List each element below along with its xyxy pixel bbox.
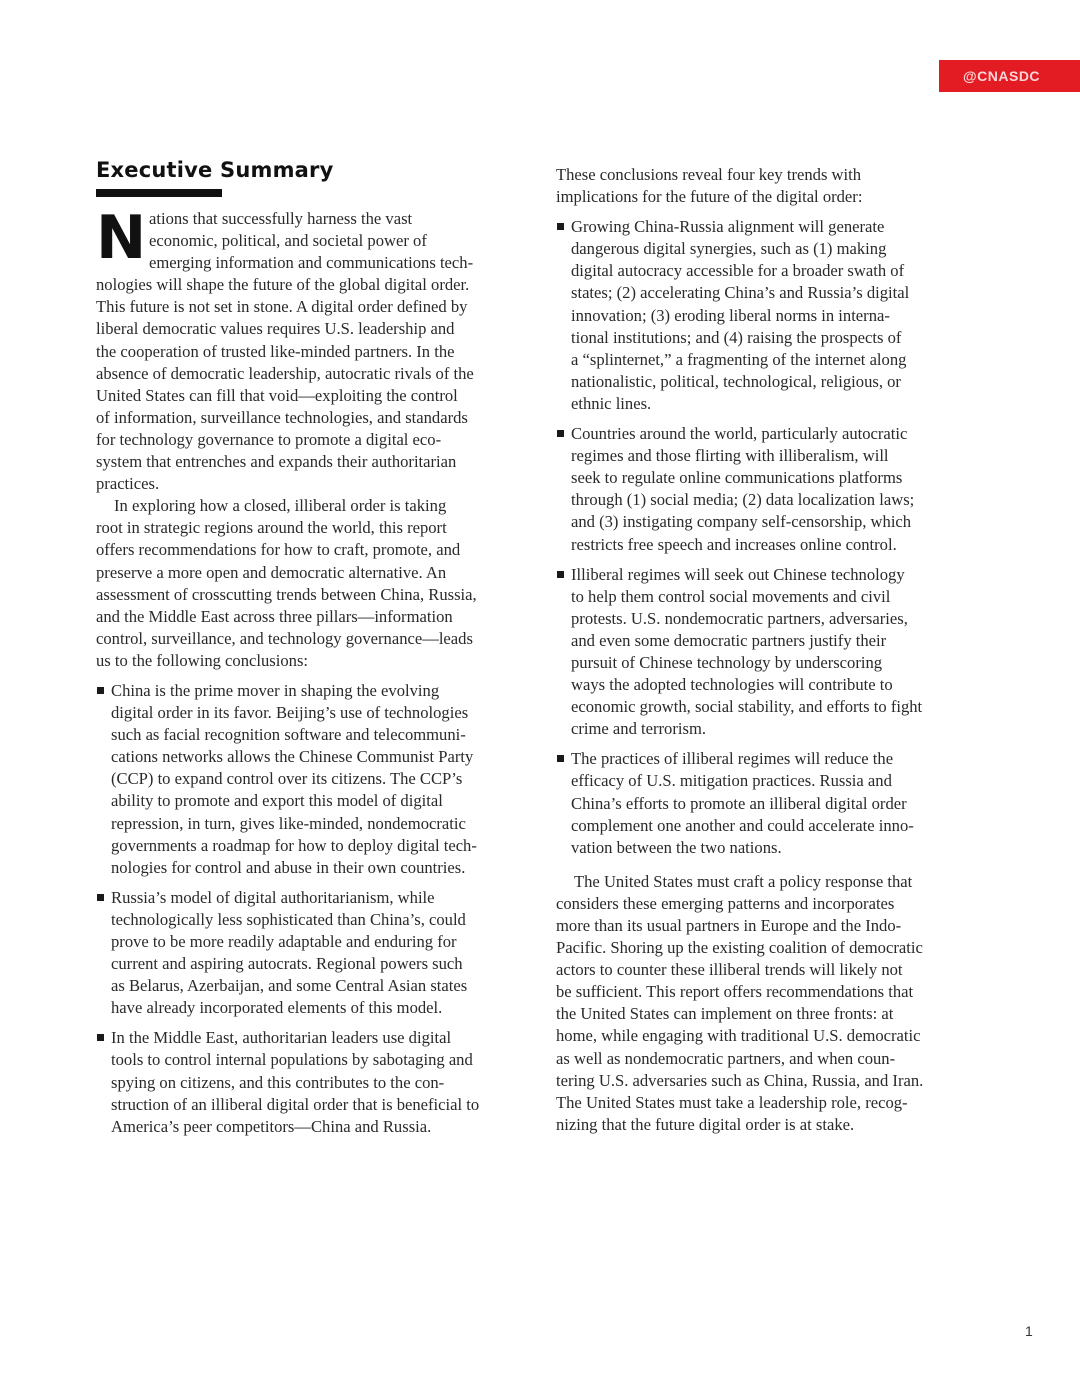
text-line: Russia’s model of digital authoritarianism, while — [111, 887, 435, 907]
second-paragraph — [96, 495, 536, 672]
text-line: system that entrenches and expands their authoritarian — [96, 452, 457, 472]
text-line: implications for the future of the digital order: — [556, 187, 863, 207]
text-line: as Belarus, Azerbaijan, and some Central Asian states — [111, 976, 468, 996]
text-line: Growing China-Russia alignment will generate — [571, 217, 885, 237]
text-line: control, surveillance, and technology governance—leads — [96, 628, 473, 648]
text-line: digital order in its favor. Beijing’s use of technologies — [111, 703, 469, 723]
text-line: more than its usual partners in Europe and the Indo- — [556, 916, 902, 935]
text-line: ethnic lines. — [571, 393, 652, 413]
text-line: of information, surveillance technologies, and standards — [96, 407, 468, 427]
text-line: The practices of illiberal regimes will reduce the — [571, 749, 894, 769]
text-line: offers recommendations for how to craft, promote, and — [96, 540, 461, 560]
text-line: nationalistic, political, technological, religious, or — [571, 371, 901, 391]
text-line: for technology governance to promote a digital eco- — [96, 429, 442, 449]
text-line: absence of democratic leadership, autocratic rivals of the — [96, 363, 474, 383]
text-line: Pacific. Shoring up the existing coalition of democratic — [556, 938, 923, 958]
text-line: through (1) social media; (2) data localization laws; — [571, 490, 915, 510]
square-bullet-icon — [557, 571, 564, 578]
text-line: China is the prime mover in shaping the evolving — [111, 680, 440, 700]
drop-cap: N — [96, 203, 147, 273]
text-line: home, while engaging with traditional U.S. democratic — [556, 1026, 921, 1046]
text-line: vation between the two nations. — [571, 837, 782, 857]
text-line: prove to be more readily adaptable and enduring for — [111, 932, 457, 951]
text-line: tional institutions; and (4) raising the prospects of — [571, 327, 902, 347]
text-line: liberal democratic values requires U.S. leadership and — [96, 319, 455, 339]
social-handle-tag — [939, 60, 1080, 92]
square-bullet-icon — [557, 755, 564, 762]
text-line: efficacy of U.S. mitigation practices. Russia and — [571, 771, 892, 791]
square-bullet-icon — [97, 687, 104, 694]
page-number: 1 — [1025, 1323, 1033, 1339]
conclusion-bullet-china — [96, 680, 536, 879]
text-line: repression, in turn, gives like-minded, nondemocratic — [111, 813, 466, 833]
text-line: regimes and those flirting with illiberalism, will — [571, 446, 889, 466]
text-line: and (3) instigating company self-censorship, which — [571, 512, 912, 532]
text-line: struction of an illiberal digital order that is beneficial to — [111, 1094, 480, 1114]
text-line: practices. — [96, 474, 160, 494]
text-line: as well as nondemocratic partners, and when coun- — [556, 1048, 896, 1068]
text-line: restricts free speech and increases online control. — [571, 534, 897, 554]
text-line: a “splinternet,” a fragmenting of the internet along — [571, 349, 907, 369]
text-line: root in strategic regions around the world, this report — [96, 518, 447, 538]
text-line: The United States must craft a policy response that — [574, 871, 913, 891]
text-line: These conclusions reveal four key trends with — [556, 165, 862, 184]
text-line: Countries around the world, particularly autocratic — [571, 424, 908, 444]
trends-intro — [556, 164, 976, 208]
text-line: the United States can implement on three fronts: at — [556, 1004, 894, 1024]
text-line: to help them control social movements and civil — [571, 586, 891, 606]
text-line: current and aspiring autocrats. Regional powers such — [111, 954, 463, 974]
text-line: The United States must take a leadership role, recog- — [556, 1092, 908, 1112]
text-line: (CCP) to expand control over its citizens. The CCP’s — [111, 769, 463, 789]
text-line: seek to regulate online communications platforms — [571, 468, 903, 488]
trend-bullet-chinese-technology — [556, 564, 976, 741]
text-line: protests. U.S. nondemocratic partners, adversaries, — [571, 608, 908, 628]
text-line: governments a roadmap for how to deploy digital tech- — [111, 835, 477, 855]
text-line: cations networks allows the Chinese Communist Party — [111, 747, 474, 767]
text-line: America’s peer competitors—China and Russia. — [111, 1116, 432, 1136]
text-line: United States can fill that void—exploiting the control — [96, 385, 458, 405]
section-title: Executive Summary — [96, 158, 334, 182]
intro-paragraph — [96, 203, 536, 495]
text-line: have already incorporated elements of this model. — [111, 998, 443, 1018]
text-line: ways the adopted technologies will contribute to — [571, 675, 893, 695]
square-bullet-icon — [97, 1034, 104, 1041]
text-line: dangerous digital synergies, such as (1) making — [571, 239, 887, 259]
text-line: crime and terrorism. — [571, 719, 707, 739]
text-line: technologically less sophisticated than China’s, could — [111, 909, 466, 929]
text-line: innovation; (3) eroding liberal norms in interna- — [571, 305, 890, 325]
text-line: emerging information and communications tech- — [149, 253, 474, 273]
closing-paragraph — [556, 871, 976, 1136]
text-line: China’s efforts to promote an illiberal digital order — [571, 793, 907, 813]
text-line: tools to control internal populations by sabotaging and — [111, 1050, 473, 1070]
text-line: be sufficient. This report offers recommendations that — [556, 982, 914, 1002]
trend-bullet-alignment — [556, 216, 976, 415]
social-handle-text: @CNASDC — [963, 68, 1041, 84]
text-line: In the Middle East, authoritarian leaders use digital — [111, 1028, 452, 1048]
text-line: us to the following conclusions: — [96, 650, 309, 670]
left-column — [96, 203, 536, 1138]
text-line: actors to counter these illiberal trends will likely not — [556, 960, 903, 980]
text-line: such as facial recognition software and telecommuni- — [111, 725, 466, 745]
text-line: ations that successfully harness the vast — [149, 209, 413, 228]
conclusion-bullet-middle-east — [96, 1027, 536, 1137]
text-line: nizing that the future digital order is at stake. — [556, 1114, 855, 1134]
text-line: ability to promote and export this model of digital — [111, 791, 443, 811]
square-bullet-icon — [557, 223, 564, 230]
square-bullet-icon — [97, 894, 104, 901]
text-line: preserve a more open and democratic alternative. An — [96, 562, 447, 582]
text-line: economic growth, social stability, and efforts to fight — [571, 697, 923, 717]
text-line: complement one another and could accelerate inno- — [571, 815, 914, 835]
text-line: digital autocracy accessible for a broader swath of — [571, 261, 905, 281]
text-line: states; (2) accelerating China’s and Russia’s digital — [571, 283, 910, 303]
text-line: In exploring how a closed, illiberal order is taking — [114, 496, 447, 516]
text-line: nologies for control and abuse in their own countries. — [111, 857, 466, 877]
text-line: pursuit of Chinese technology by underscoring — [571, 652, 883, 672]
trend-bullet-mitigation — [556, 748, 976, 858]
text-line: tering U.S. adversaries such as China, Russia, and Iran. — [556, 1070, 924, 1090]
text-line: the cooperation of trusted like-minded partners. In the — [96, 341, 455, 361]
title-underline-bar — [96, 189, 222, 197]
text-line: This future is not set in stone. A digital order defined by — [96, 297, 468, 317]
text-line: and the Middle East across three pillars—information — [96, 606, 453, 626]
trend-bullet-regulation — [556, 423, 976, 556]
right-column — [556, 164, 976, 1136]
text-line: nologies will shape the future of the global digital order. — [96, 275, 470, 295]
text-line: considers these emerging patterns and incorporates — [556, 893, 895, 913]
text-line: spying on citizens, and this contributes to the con- — [111, 1072, 445, 1092]
square-bullet-icon — [557, 430, 564, 437]
text-line: Illiberal regimes will seek out Chinese technology — [571, 564, 905, 584]
text-line: economic, political, and societal power of — [149, 231, 427, 251]
text-line: and even some democratic partners justify their — [571, 630, 887, 650]
text-line: assessment of crosscutting trends between China, Russia, — [96, 584, 477, 604]
conclusion-bullet-russia — [96, 887, 536, 1020]
